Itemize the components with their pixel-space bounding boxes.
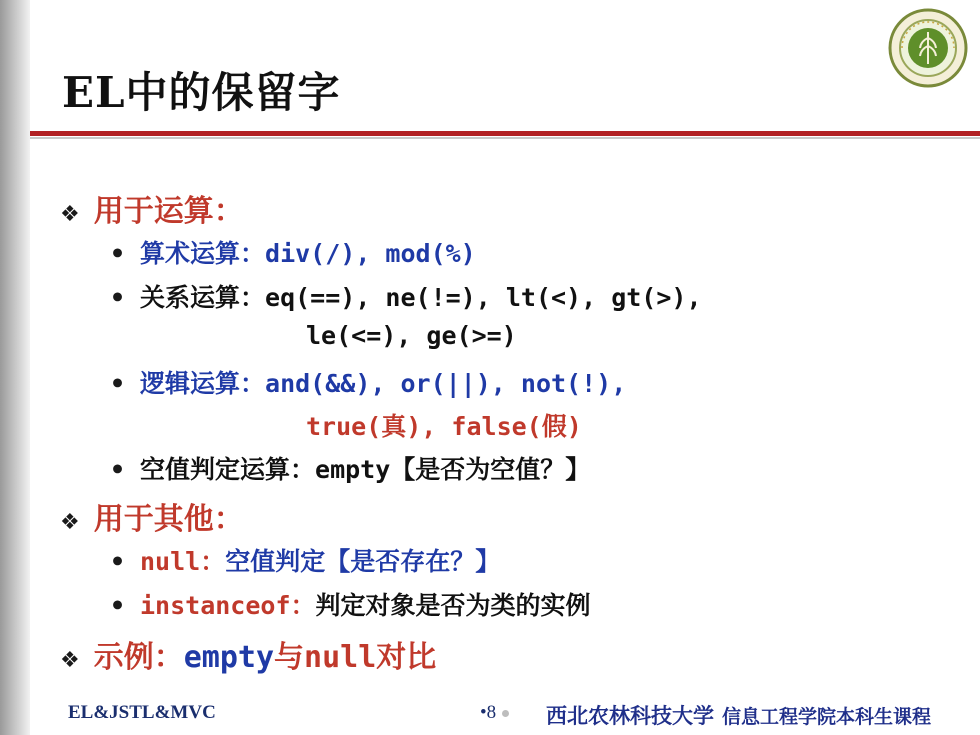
item-label: 关系运算： <box>140 283 266 312</box>
item-label: instanceof： <box>140 591 316 620</box>
section-heading-text: 用于其他： <box>93 502 244 537</box>
dot-bullet-icon: • <box>110 239 126 268</box>
example-label: 示例： <box>93 640 184 675</box>
diamond-bullet-icon: ❖ <box>60 202 80 227</box>
list-item-null <box>110 542 500 578</box>
section-heading-other <box>60 494 244 538</box>
item-label: 逻辑运算： <box>140 369 266 398</box>
example-null-keyword: null <box>304 640 377 675</box>
slide-title: EL中的保留字 <box>62 68 341 117</box>
page-number-text: •8 <box>480 702 497 723</box>
dot-bullet-icon: • <box>110 369 126 398</box>
title-divider-shadow <box>30 137 980 139</box>
page-number <box>480 702 509 724</box>
footer-university-name: 西北农林科技大学 <box>546 703 714 728</box>
section-heading-operations <box>60 186 244 230</box>
list-item-relational <box>110 278 702 314</box>
example-empty-keyword: empty <box>183 640 275 675</box>
dot-bullet-icon: • <box>110 591 126 620</box>
item-text: and(&&), or(||), not(!), <box>265 369 627 398</box>
diamond-bullet-icon: ❖ <box>60 648 80 673</box>
item-text: 空值判定【是否存在？】 <box>225 547 501 576</box>
dot-bullet-icon: • <box>110 547 126 576</box>
page-dot-icon <box>502 710 509 717</box>
section-heading-example <box>60 632 436 676</box>
dot-bullet-icon: • <box>110 455 126 484</box>
list-item-logical <box>110 364 626 400</box>
item-label: null： <box>140 547 226 576</box>
list-item-empty-check <box>110 450 590 486</box>
list-item-logical-continued <box>306 407 582 443</box>
diamond-bullet-icon: ❖ <box>60 510 80 535</box>
dot-bullet-icon: • <box>110 283 126 312</box>
item-text: eq(==), ne(!=), lt(<), gt(>), <box>265 283 702 312</box>
section-heading-text: 用于运算： <box>93 194 244 229</box>
item-label: 算术运算： <box>140 239 266 268</box>
footer-course-tag: EL&JSTL&MVC <box>68 702 216 723</box>
list-item-arithmetic <box>110 234 476 270</box>
item-text-continued: true(真), false(假) <box>306 412 582 441</box>
university-seal-logo <box>888 8 968 88</box>
example-connector: 与 <box>274 640 305 675</box>
left-gradient-bar <box>0 0 30 735</box>
item-text-continued: le(<=), ge(>=) <box>306 321 517 350</box>
item-text: empty【是否为空值？】 <box>315 455 591 484</box>
list-item-instanceof <box>110 586 591 622</box>
title-divider <box>30 131 980 136</box>
list-item-relational-continued <box>306 321 517 350</box>
item-label: 空值判定运算： <box>140 455 316 484</box>
example-compare: 对比 <box>376 640 437 675</box>
item-text: 判定对象是否为类的实例 <box>315 591 591 620</box>
item-text: div(/), mod(%) <box>265 239 476 268</box>
footer-course-name: 信息工程学院本科生课程 <box>722 706 932 728</box>
